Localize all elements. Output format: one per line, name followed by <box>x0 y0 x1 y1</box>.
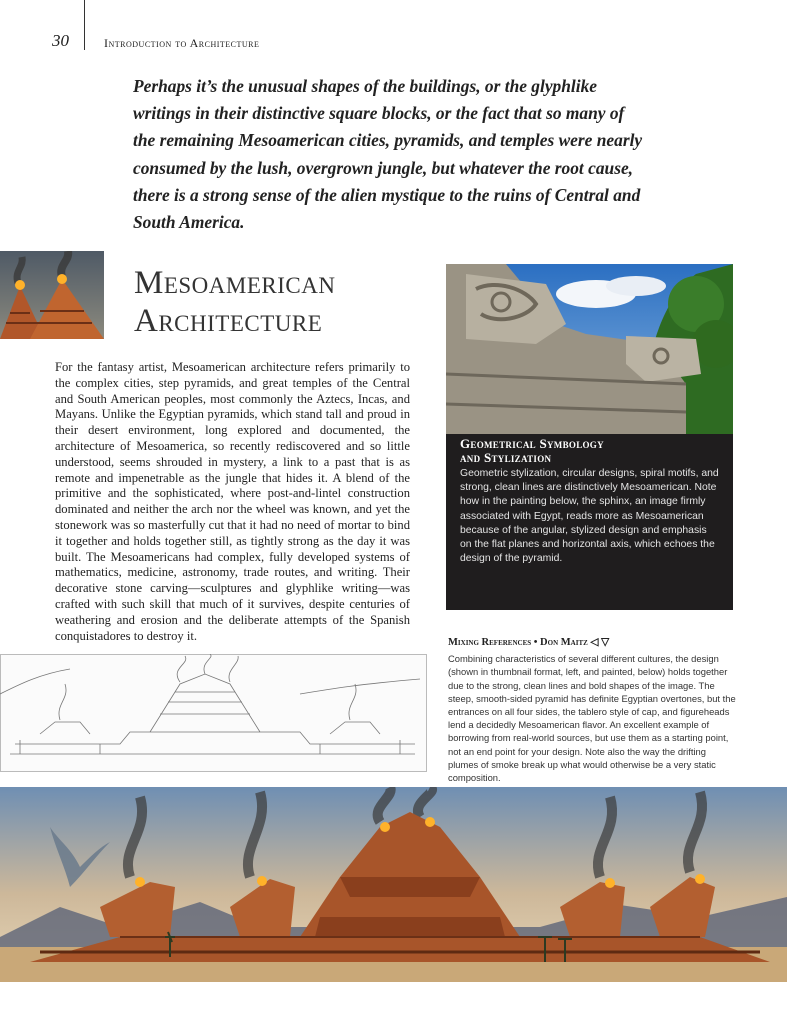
sidebar-title-line-1: Geometrical Symbology <box>460 436 604 451</box>
body-text: For the fantasy artist, Mesoamerican architecture refers primarily to the complex cities, step pyramids, and great temples of the Central and South American peoples, most commonly the Aztecs, Incas, and Mayans. Unlike the Egyptian pyramids, which stand tall and proud in their desert environment, long explored and documented, the architecture of Mesoamerica, so recently rediscovered and so little understood, seems shrouded in mystery, a link to a past that is as remote and impenetrable as the jungle that hides it. A blend of the primitive and the sophisticated, where post-and-lintel construction dominated and neither the arch nor the wheel was known, and yet the stonework was so masterfully cut that it had no need of mortar to bind it together and holds together still, as tightly strong as the day it was built. The Mesoamericans had complex, fully developed systems of mathematics, medicine, astronomy, trade routes, and writing. Their decorative stone carving—sculptures and glyphlike writing—was crafted with such skill that much of it survives, despite centuries of weathering and erosion and the deliberate attempts of the Spanish conquistadores to destroy it. <box>55 360 410 643</box>
page-number: 30 <box>52 31 69 50</box>
stone-serpent-photo <box>446 264 733 434</box>
section-title <box>134 264 434 340</box>
header-rule <box>84 0 85 50</box>
title-line-2: Architecture <box>134 303 323 339</box>
pyramid-painting-image <box>0 787 787 982</box>
pyramid-thumbnail-image <box>0 251 104 339</box>
sidebar-box <box>446 434 733 610</box>
sidebar-title-line-2: and Stylization <box>460 449 552 465</box>
running-head: Introduction to Architecture <box>104 36 260 50</box>
figure-caption <box>448 636 738 784</box>
sidebar-title <box>460 437 719 464</box>
caption-text: Combining characteristics of several different cultures, the design (shown in thumbnail format, left, and painted, below) holds together due to the strong, clean lines and bold shapes of the image. The steep, smooth-sided pyramid has definite Egyptian overtones, but the entrances on all four sides, the tablero style of cap, and figureheads lend a decidedly Mesoamerican flavor. An excellent example of borrowing from real-world sources, but use them as a starting point, not an end point for your design. Note also the way the drifting plumes of smoke break up what would otherwise be a very static composition. <box>448 653 736 784</box>
caption-title: Mixing References • Don Maitz ◁ ▽ <box>448 637 610 648</box>
intro-paragraph: Perhaps it’s the unusual shapes of the buildings, or the glyphlike writings in their distinctive square blocks, or the fact that so many of the remaining Mesoamerican cities, pyramids, and temples were nearly consumed by the lush, overgrown jungle, but whatever the root cause, there is a strong sense of the alien mystique to the ruins of Central and South America. <box>133 76 643 233</box>
title-line-1: Mesoamerican <box>134 265 336 301</box>
sidebar-text: Geometric stylization, circular designs, spiral motifs, and strong, clean lines are distinctively Mesoamerican. Note how in the painting below, the sphinx, an image firmly associated with Egypt, reads more as Mesoamerican because of the angular, stylized design and emphasis on the flat planes and horizontal axis, which echoes the design of the pyramid. <box>460 468 719 565</box>
pencil-sketch-image <box>0 654 427 772</box>
